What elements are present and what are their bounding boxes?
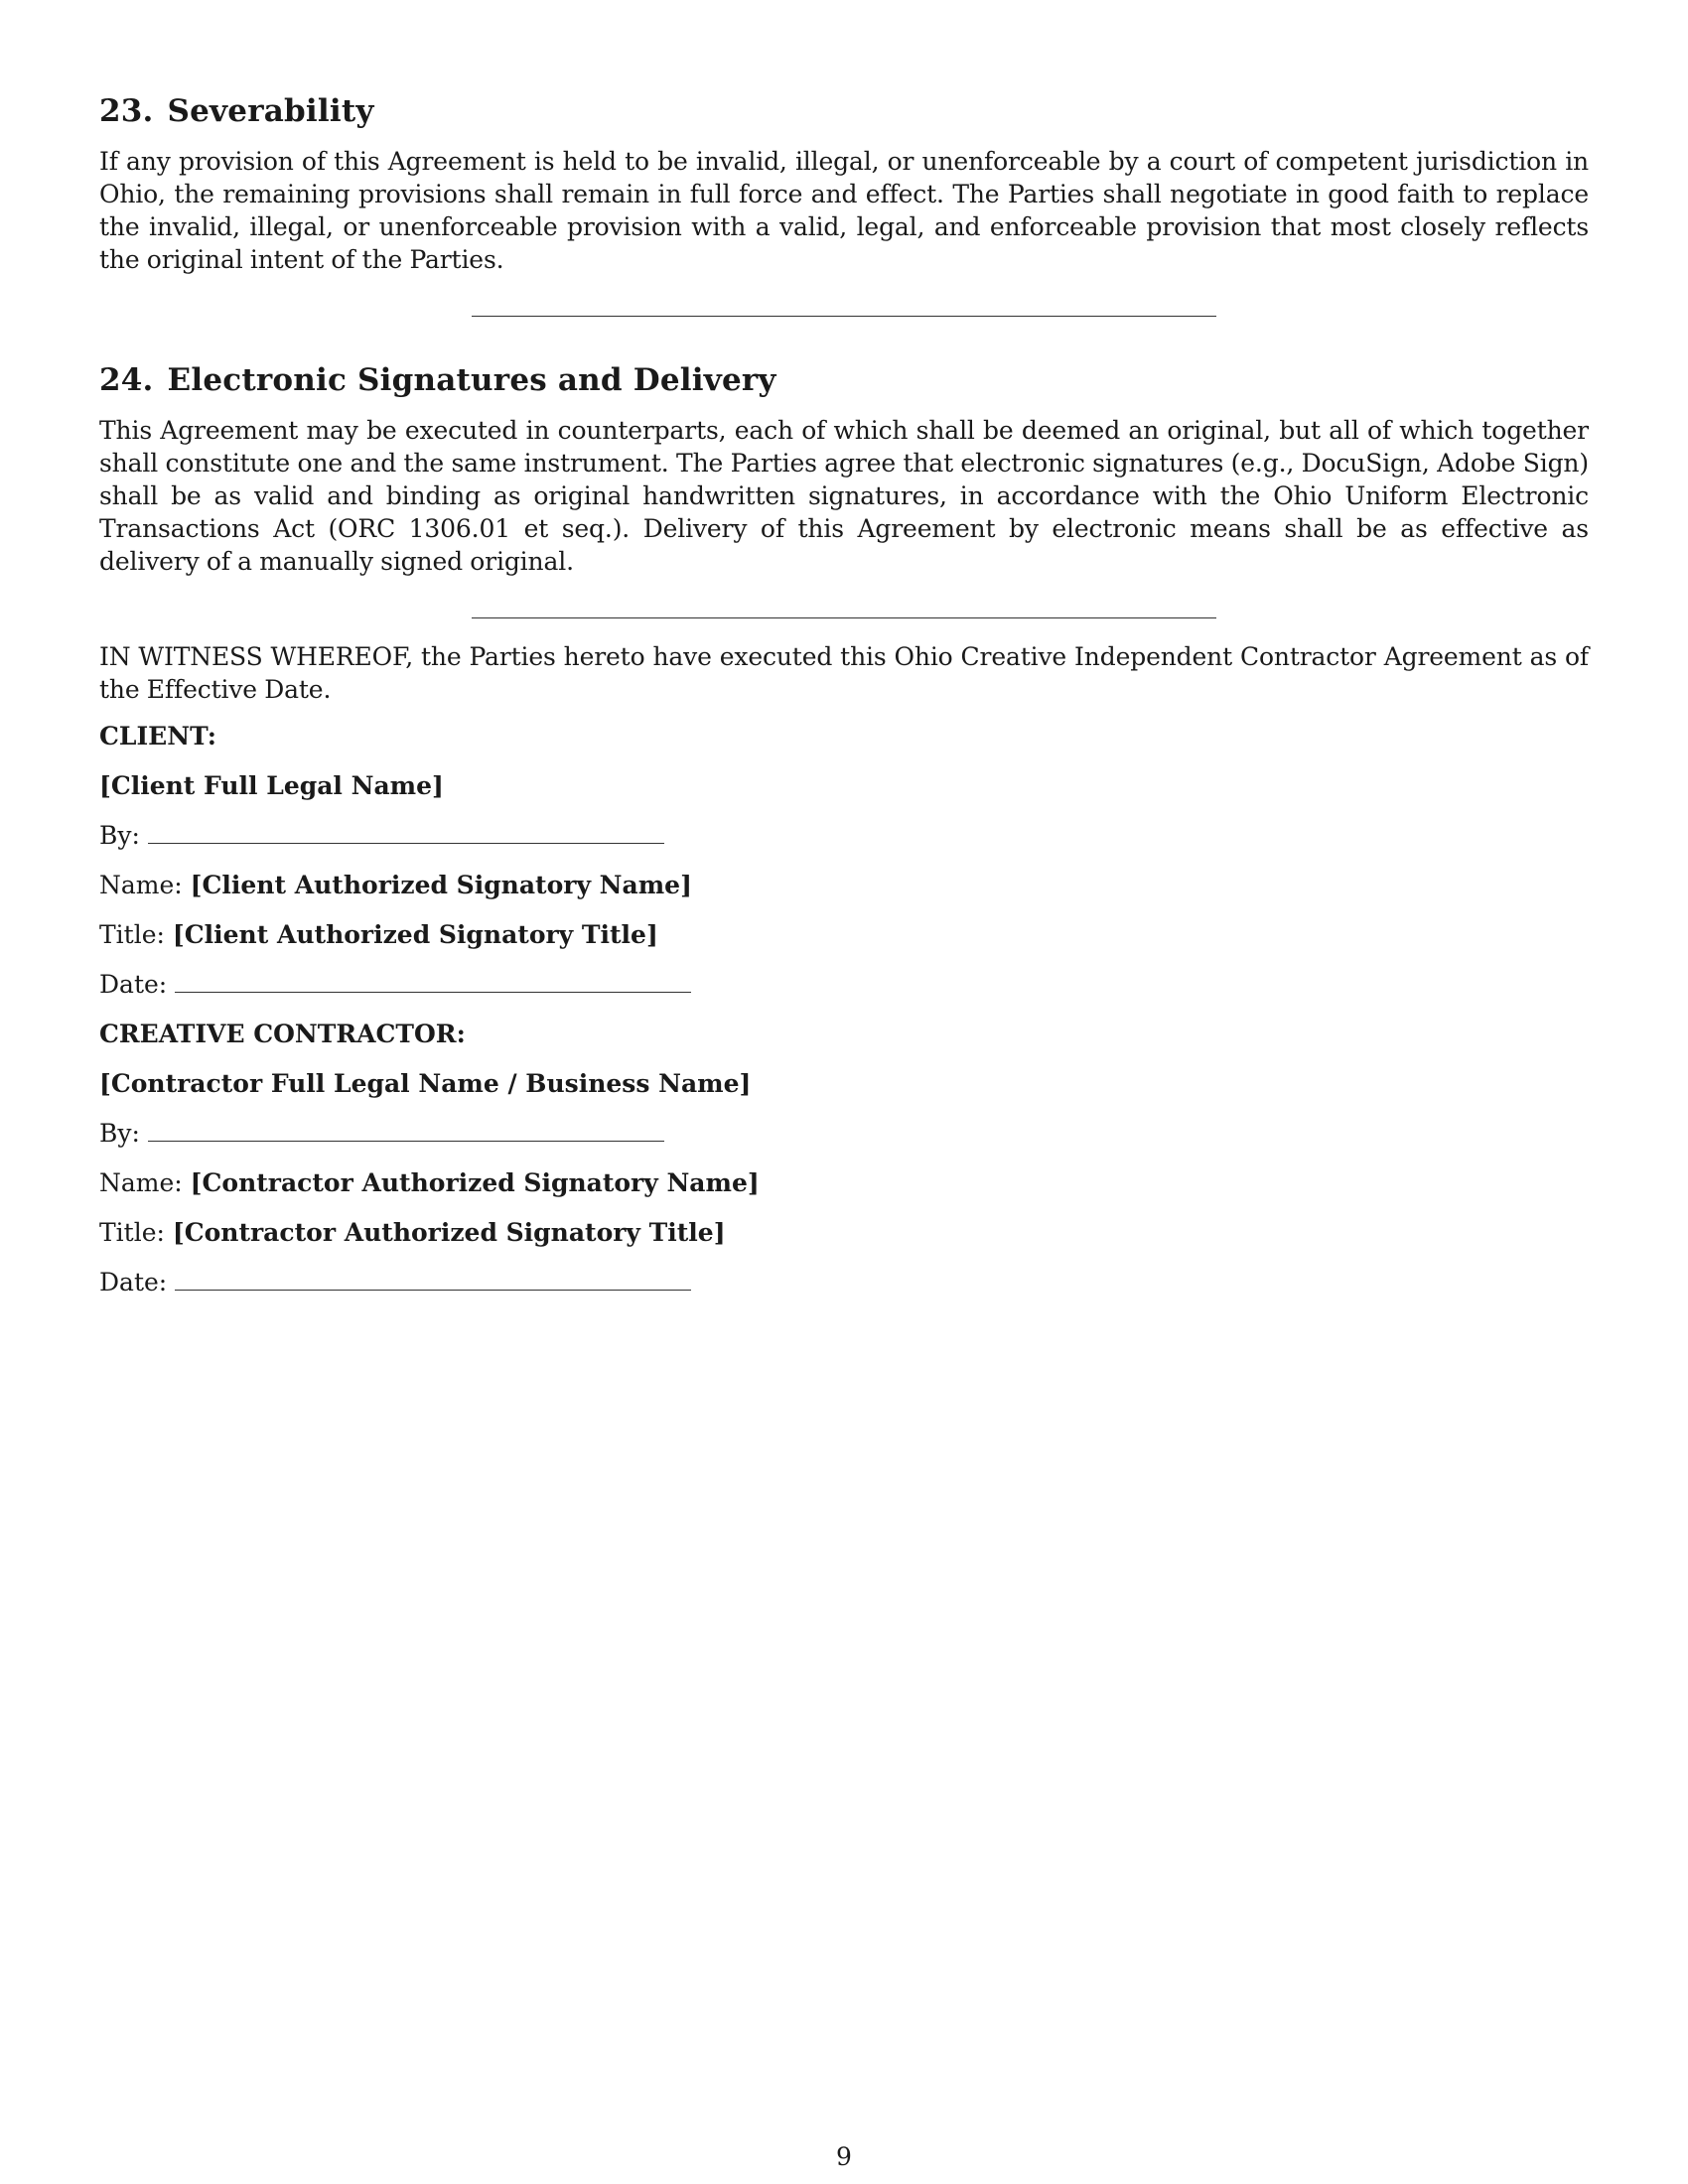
- title-label: Title:: [99, 920, 165, 949]
- client-heading: CLIENT:: [99, 722, 217, 751]
- by-label: By:: [99, 1119, 140, 1148]
- client-date-line[interactable]: [175, 974, 691, 993]
- client-legal-name: [Client Full Legal Name]: [99, 771, 444, 800]
- page-number: 9: [836, 2142, 852, 2171]
- page-content: [99, 91, 1589, 1315]
- client-by-row: [99, 819, 1589, 869]
- witness-clause: IN WITNESS WHEREOF, the Parties hereto have executed this Ohio Creative Independent Contractor Agreement as of the Effective Date.: [99, 642, 1589, 704]
- contractor-heading: CREATIVE CONTRACTOR:: [99, 1020, 466, 1048]
- date-label: Date:: [99, 1268, 168, 1297]
- contractor-by-row: [99, 1117, 1589, 1166]
- section-title: Electronic Signatures and Delivery: [167, 362, 776, 398]
- section-severability: [99, 91, 1589, 276]
- name-label: Name:: [99, 1168, 183, 1197]
- section-number: 24.: [99, 362, 154, 398]
- contractor-signatory-title: [Contractor Authorized Signatory Title]: [172, 1218, 726, 1247]
- client-signature-block: [99, 720, 1589, 1018]
- client-title-row: [99, 918, 1589, 968]
- contractor-signature-line[interactable]: [148, 1123, 664, 1142]
- client-signatory-title: [Client Authorized Signatory Title]: [172, 920, 658, 949]
- client-name-row: [99, 869, 1589, 918]
- contractor-signatory-name: [Contractor Authorized Signatory Name]: [190, 1168, 760, 1197]
- date-label: Date:: [99, 970, 168, 999]
- client-signatory-name: [Client Authorized Signatory Name]: [190, 871, 692, 899]
- section-title: Severability: [167, 93, 374, 129]
- section-heading: [99, 91, 1589, 131]
- section-divider: [472, 316, 1216, 317]
- section-body: If any provision of this Agreement is held to be invalid, illegal, or unenforceable by a court of competent jurisdiction in Ohio, the remaining provisions shall remain in full force and effect. The Parties shall negotiate in good faith to replace the invalid, illegal, or unenforceable provision with a valid, legal, and enforceable provision that most closely reflects the original intent of the Parties.: [99, 147, 1589, 274]
- contractor-date-row: [99, 1266, 1589, 1315]
- contractor-title-row: [99, 1216, 1589, 1266]
- by-label: By:: [99, 821, 140, 850]
- contractor-legal-name: [Contractor Full Legal Name / Business Name]: [99, 1069, 752, 1098]
- section-heading: [99, 360, 1589, 400]
- client-date-row: [99, 968, 1589, 1018]
- contractor-signature-block: [99, 1018, 1589, 1315]
- section-number: 23.: [99, 93, 154, 129]
- title-label: Title:: [99, 1218, 165, 1247]
- name-label: Name:: [99, 871, 183, 899]
- section-body: This Agreement may be executed in counterparts, each of which shall be deemed an original, but all of which together shall constitute one and the same instrument. The Parties agree that electronic signatures (e.g., DocuSign, Adobe Sign) shall be as valid and binding as original handwritten signatures, in accordance with the Ohio Uniform Electronic Transactions Act (ORC 1306.01 et seq.). Delivery of this Agreement by electronic means shall be as effective as delivery of a manually signed original.: [99, 416, 1589, 576]
- contractor-date-line[interactable]: [175, 1272, 691, 1291]
- contractor-name-row: [99, 1166, 1589, 1216]
- client-signature-line[interactable]: [148, 825, 664, 844]
- section-electronic-signatures: [99, 360, 1589, 578]
- section-divider: [472, 617, 1216, 618]
